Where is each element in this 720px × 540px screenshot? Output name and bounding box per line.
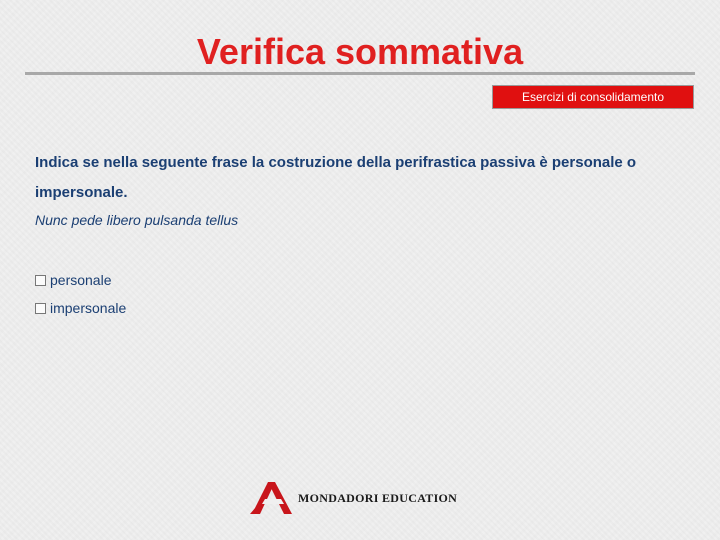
section-badge: Esercizi di consolidamento [492, 85, 694, 109]
checkbox-impersonale[interactable] [35, 303, 46, 314]
question-text: Indica se nella seguente frase la costruzione della perifrastica passiva è personale o impersonale. [35, 154, 637, 201]
latin-sentence: Nunc pede libero pulsanda tellus [35, 212, 239, 228]
option-impersonale[interactable] [35, 294, 126, 322]
option-label: personale [50, 272, 112, 288]
publisher-logo [248, 480, 457, 516]
option-personale[interactable] [35, 266, 126, 294]
checkbox-personale[interactable] [35, 275, 46, 286]
logo-text: MONDADORI EDUCATION [298, 490, 458, 505]
mondadori-rose-icon [248, 480, 294, 516]
title-divider [25, 72, 695, 75]
answer-options [35, 266, 126, 322]
option-label: impersonale [50, 300, 127, 316]
page-title: Verifica sommativa [196, 31, 524, 72]
